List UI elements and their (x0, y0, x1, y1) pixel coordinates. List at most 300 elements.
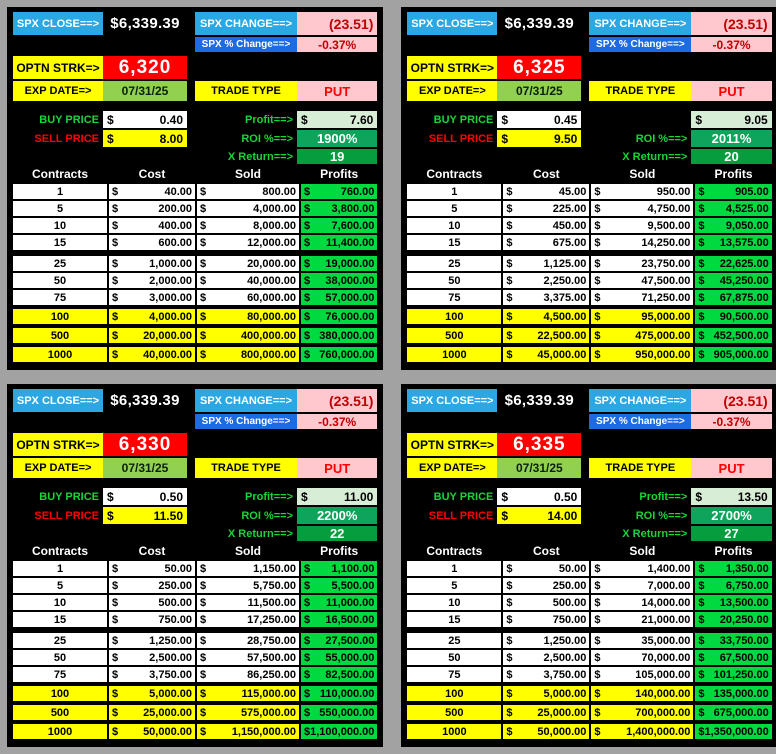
dollar-sign: $ (506, 291, 513, 304)
contracts-cell: 1000 (407, 724, 501, 739)
amount: 905,000.00 (713, 348, 769, 361)
dollar-sign: $ (304, 579, 311, 592)
sell-price-input[interactable] (103, 507, 187, 524)
amount: 25,000.00 (537, 706, 587, 719)
roi-value: 2200% (297, 507, 377, 524)
amount: 33,750.00 (719, 634, 769, 647)
spx-pct-change-value: -0.37% (691, 37, 771, 52)
cost-cell (503, 184, 589, 199)
table-row (13, 328, 377, 343)
option-strike-panel (401, 384, 776, 747)
contracts-cell: 50 (13, 650, 107, 665)
buy-price-value: 0.40 (159, 112, 183, 127)
table-row (407, 612, 771, 627)
contracts-cell: 500 (13, 705, 107, 720)
amount: 135,000.00 (713, 687, 769, 700)
optn-strk-value[interactable]: 6,330 (103, 433, 187, 456)
sold-cell (591, 724, 693, 739)
sold-cell (197, 686, 299, 701)
profit-amount: 11.00 (343, 489, 374, 504)
amount: 70,000.00 (641, 651, 691, 664)
amount: 45.00 (558, 185, 587, 198)
profits-cell (301, 650, 377, 665)
contracts-table-body (13, 561, 377, 739)
contracts-cell: 100 (13, 686, 107, 701)
amount: 760,000.00 (319, 348, 375, 361)
amount: 2,250.00 (543, 274, 587, 287)
contracts-table-body (13, 184, 377, 362)
dollar-sign: $ (698, 202, 705, 215)
contracts-cell: 1 (13, 561, 107, 576)
cost-cell (503, 578, 589, 593)
profits-cell (301, 595, 377, 610)
contracts-cell: 500 (13, 328, 107, 343)
sold-cell (197, 724, 299, 739)
profits-cell (301, 633, 377, 648)
cost-cell (503, 686, 589, 701)
cost-cell (109, 633, 195, 648)
x-return-label: X Return==> (622, 150, 688, 163)
amount: 17,250.00 (247, 613, 296, 626)
amount: 2,500.00 (543, 651, 587, 664)
cost-cell (503, 595, 589, 610)
trade-type-value[interactable]: PUT (691, 458, 771, 478)
sell-price-value: 14.00 (547, 508, 578, 523)
x-return-label: X Return==> (227, 527, 293, 540)
sold-cell (197, 184, 299, 199)
profits-cell (695, 273, 771, 288)
contracts-cell: 25 (13, 256, 107, 271)
spx-close-label: SPX CLOSE==> (13, 389, 103, 412)
spx-close-value[interactable]: $6,339.39 (504, 392, 575, 409)
dollar-sign: $ (594, 562, 601, 575)
dollar-sign: $ (594, 310, 601, 323)
amount: 950.00 (656, 185, 691, 198)
dollar-sign: $ (112, 613, 119, 626)
sold-cell (197, 705, 299, 720)
dollar-sign: $ (698, 236, 705, 249)
profits-cell (695, 724, 771, 739)
sold-cell (591, 235, 693, 250)
amount: 76,000.00 (325, 310, 375, 323)
roi-label: ROI %==> (635, 509, 688, 522)
spx-close-value[interactable]: $6,339.39 (110, 392, 180, 409)
buy-price-input[interactable] (497, 111, 581, 128)
exp-date-value[interactable]: 07/31/25 (497, 81, 581, 101)
dollar-sign: $ (304, 219, 311, 232)
table-row (13, 705, 377, 720)
amount: 400.00 (158, 219, 192, 232)
amount: 45,000.00 (537, 348, 587, 361)
dollar-sign: $ (698, 310, 705, 323)
amount: 11,400.00 (326, 236, 375, 249)
cost-cell (109, 650, 195, 665)
amount: 55,000.00 (325, 651, 375, 664)
spx-change-value: (23.51) (691, 12, 771, 35)
amount: 90,500.00 (719, 310, 769, 323)
dollar-sign: $ (112, 634, 119, 647)
sold-cell (591, 686, 693, 701)
contracts-cell: 500 (407, 705, 501, 720)
cost-cell (109, 561, 195, 576)
buy-price-input[interactable] (497, 488, 581, 505)
table-row (13, 650, 377, 665)
spx-pct-change-value: -0.37% (691, 414, 771, 429)
amount: 115,000.00 (241, 687, 296, 700)
dollar-sign: $ (304, 257, 311, 270)
cost-column-header: Cost (533, 544, 560, 558)
profits-cell (301, 235, 377, 250)
amount: 400,000.00 (240, 329, 296, 342)
spx-close-value[interactable]: $6,339.39 (504, 15, 575, 32)
amount: 14,250.00 (641, 236, 691, 249)
dollar-sign: $ (698, 613, 705, 626)
amount: 3,750.00 (543, 668, 587, 681)
amount: 760.00 (340, 185, 375, 198)
dollar-sign: $ (112, 257, 119, 270)
dollar-sign: $ (594, 329, 601, 342)
contracts-column-header: Contracts (426, 544, 483, 558)
amount: 250.00 (552, 579, 587, 592)
amount: 1,150,000.00 (231, 725, 296, 738)
spx-close-value[interactable]: $6,339.39 (110, 15, 180, 32)
dollar-sign: $ (304, 291, 311, 304)
cost-cell (503, 256, 589, 271)
dollar-sign: $ (594, 274, 601, 287)
amount: 101,250.00 (713, 668, 769, 681)
spx-change-label: SPX CHANGE==> (589, 389, 691, 412)
amount: 8,000.00 (253, 219, 296, 232)
exp-date-value[interactable]: 07/31/25 (103, 81, 187, 101)
profits-column-header: Profits (320, 544, 359, 558)
optn-strk-label: OPTN STRK=> (407, 56, 497, 79)
amount: 67,500.00 (719, 651, 769, 664)
dollar-sign: $ (200, 596, 207, 609)
contracts-cell: 50 (407, 650, 501, 665)
amount: 1,350,000.00 (704, 725, 769, 738)
table-row (13, 273, 377, 288)
amount: 3,375.00 (543, 291, 587, 304)
amount: 380,000.00 (319, 329, 375, 342)
contracts-column-header: Contracts (31, 167, 88, 181)
spx-close-label: SPX CLOSE==> (407, 12, 497, 35)
contracts-cell: 15 (407, 235, 501, 250)
cost-cell (109, 578, 195, 593)
cost-column-header: Cost (533, 167, 560, 181)
dollar-sign: $ (304, 202, 311, 215)
table-row (407, 328, 771, 343)
dollar-sign: $ (506, 562, 513, 575)
dollar-sign: $ (698, 596, 705, 609)
table-row (13, 290, 377, 305)
contracts-cell: 50 (13, 273, 107, 288)
amount: 7,600.00 (331, 219, 375, 232)
x-return-value: 22 (297, 526, 377, 541)
amount: 1,100.00 (331, 562, 375, 575)
spx-pct-change-label: SPX % Change==> (195, 414, 297, 429)
cost-cell (503, 667, 589, 682)
cost-cell (109, 273, 195, 288)
dollar-sign: $ (304, 348, 311, 361)
dollar-sign: $ (112, 596, 119, 609)
dollar-sign: $ (112, 291, 119, 304)
dollar-sign: $ (304, 634, 311, 647)
amount: 7,000.00 (647, 579, 691, 592)
spx-pct-change-value: -0.37% (297, 414, 377, 429)
amount: 800.00 (262, 185, 296, 198)
spx-change-value: (23.51) (297, 12, 377, 35)
dollar-sign: $ (594, 257, 601, 270)
amount: 750.00 (552, 613, 587, 626)
dollar-sign: $ (594, 613, 601, 626)
dollar-sign: $ (200, 257, 207, 270)
dollar-sign: $ (304, 310, 311, 323)
buy-price-label: BUY PRICE (39, 490, 99, 503)
contracts-cell: 25 (407, 633, 501, 648)
buy-price-input[interactable] (103, 111, 187, 128)
dollar-sign: $ (594, 579, 601, 592)
profit-label (589, 111, 691, 128)
dollar-sign: $ (594, 651, 601, 664)
dollar-sign: $ (200, 274, 207, 287)
profits-column-header: Profits (714, 167, 753, 181)
roi-value: 2700% (691, 507, 771, 524)
dollar-sign: $ (200, 634, 207, 647)
cost-cell (109, 256, 195, 271)
contracts-table-header (407, 543, 771, 559)
dollar-sign: $ (594, 185, 601, 198)
dollar-sign: $ (112, 725, 119, 738)
option-strike-panel (7, 7, 383, 370)
dollar-sign: $ (594, 687, 601, 700)
dollar-sign: $ (506, 348, 513, 361)
optn-strk-value[interactable]: 6,325 (497, 56, 581, 79)
amount: 140,000.00 (635, 687, 691, 700)
amount: 675,000.00 (713, 706, 769, 719)
cost-cell (109, 612, 195, 627)
optn-strk-value[interactable]: 6,320 (103, 56, 187, 79)
amount: 450.00 (552, 219, 587, 232)
buy-price-label: BUY PRICE (433, 113, 494, 126)
table-row (407, 650, 771, 665)
amount: 11,500.00 (247, 596, 296, 609)
dollar-sign: $ (200, 706, 207, 719)
amount: 57,000.00 (325, 291, 375, 304)
sell-price-label: SELL PRICE (34, 509, 99, 522)
profits-cell (301, 290, 377, 305)
sold-cell (591, 705, 693, 720)
profits-cell (301, 218, 377, 233)
dollar-sign: $ (200, 613, 207, 626)
dollar-sign: $ (501, 112, 509, 127)
dollar-sign: $ (594, 219, 601, 232)
amount: 60,000.00 (247, 291, 296, 304)
optn-strk-label: OPTN STRK=> (407, 433, 497, 456)
spx-pct-change-label: SPX % Change==> (195, 37, 297, 52)
profits-column-header: Profits (320, 167, 359, 181)
sold-cell (591, 184, 693, 199)
amount: 3,800.00 (331, 202, 375, 215)
amount: 105,000.00 (635, 668, 691, 681)
dollar-sign: $ (200, 687, 207, 700)
sold-cell (197, 595, 299, 610)
table-row (407, 201, 771, 216)
sold-cell (591, 650, 693, 665)
profits-cell (695, 256, 771, 271)
profits-cell (695, 309, 771, 324)
exp-date-label: EXP DATE=> (407, 458, 497, 478)
cost-cell (109, 309, 195, 324)
contracts-cell: 1 (13, 184, 107, 199)
dollar-sign: $ (501, 508, 509, 523)
dollar-sign: $ (112, 687, 119, 700)
dollar-sign: $ (506, 310, 513, 323)
cost-cell (109, 328, 195, 343)
table-row (407, 578, 771, 593)
profits-cell (301, 667, 377, 682)
buy-price-label: BUY PRICE (433, 490, 494, 503)
dollar-sign: $ (112, 329, 119, 342)
cost-cell (109, 667, 195, 682)
roi-label: ROI %==> (241, 132, 293, 145)
amount: 57,500.00 (247, 651, 296, 664)
exp-date-label: EXP DATE=> (13, 458, 103, 478)
cost-cell (503, 273, 589, 288)
trade-type-label: TRADE TYPE (195, 458, 297, 478)
profits-cell (695, 595, 771, 610)
buy-price-input[interactable] (103, 488, 187, 505)
dollar-sign: $ (200, 562, 207, 575)
amount: 675.00 (552, 236, 587, 249)
dollar-sign: $ (112, 274, 119, 287)
dollar-sign: $ (594, 202, 601, 215)
cost-cell (503, 650, 589, 665)
amount: 950,000.00 (635, 348, 691, 361)
sold-cell (591, 290, 693, 305)
contracts-cell: 10 (407, 595, 501, 610)
exp-date-value[interactable]: 07/31/25 (497, 458, 581, 478)
amount: 452,500.00 (713, 329, 769, 342)
sold-cell (591, 273, 693, 288)
sold-cell (591, 309, 693, 324)
dollar-sign: $ (301, 112, 308, 127)
profit-value (691, 488, 771, 505)
profits-cell (695, 705, 771, 720)
amount: 19,000.00 (325, 257, 375, 270)
contracts-cell: 10 (407, 218, 501, 233)
profits-cell (301, 578, 377, 593)
trade-type-value[interactable]: PUT (297, 458, 377, 478)
dollar-sign: $ (698, 562, 705, 575)
sell-price-value: 8.00 (159, 131, 183, 146)
trade-type-value[interactable]: PUT (297, 81, 377, 101)
dollar-sign: $ (304, 613, 311, 626)
profits-cell (695, 633, 771, 648)
x-return-value: 20 (691, 149, 771, 164)
sell-price-input[interactable] (497, 130, 581, 147)
roi-label: ROI %==> (241, 509, 293, 522)
dollar-sign: $ (594, 706, 601, 719)
profits-cell (695, 201, 771, 216)
exp-date-value[interactable]: 07/31/25 (103, 458, 187, 478)
amount: 5,000.00 (543, 687, 587, 700)
x-return-label: X Return==> (622, 527, 688, 540)
sold-cell (591, 612, 693, 627)
dollar-sign: $ (112, 219, 119, 232)
amount: 86,250.00 (247, 668, 296, 681)
trade-type-value[interactable]: PUT (691, 81, 771, 101)
contracts-cell: 5 (13, 201, 107, 216)
dollar-sign: $ (112, 185, 119, 198)
amount: 50,000.00 (143, 725, 192, 738)
sell-price-input[interactable] (103, 130, 187, 147)
table-row (407, 184, 771, 199)
dollar-sign: $ (112, 706, 119, 719)
amount: 28,750.00 (247, 634, 296, 647)
amount: 1,125.00 (543, 257, 587, 270)
amount: 3,750.00 (149, 668, 192, 681)
profits-cell (695, 561, 771, 576)
profits-cell (301, 705, 377, 720)
amount: 550,000.00 (319, 706, 375, 719)
amount: 11,000.00 (326, 596, 375, 609)
profit-amount: 13.50 (737, 489, 768, 504)
amount: 4,500.00 (543, 310, 587, 323)
contracts-cell: 75 (13, 667, 107, 682)
dollar-sign: $ (695, 112, 703, 127)
dollar-sign: $ (698, 348, 705, 361)
amount: 6,750.00 (725, 579, 769, 592)
amount: 1,350.00 (725, 562, 769, 575)
sold-cell (591, 347, 693, 362)
amount: 1,400.00 (647, 562, 691, 575)
table-row (13, 218, 377, 233)
profits-cell (301, 309, 377, 324)
dollar-sign: $ (698, 706, 705, 719)
cost-cell (503, 347, 589, 362)
dollar-sign: $ (698, 257, 705, 270)
dollar-sign: $ (695, 489, 703, 504)
optn-strk-value[interactable]: 6,335 (497, 433, 581, 456)
dollar-sign: $ (304, 725, 311, 738)
contracts-cell: 25 (13, 633, 107, 648)
dollar-sign: $ (112, 310, 119, 323)
dollar-sign: $ (698, 687, 705, 700)
sold-cell (197, 347, 299, 362)
amount: 50.00 (558, 562, 587, 575)
exp-date-label: EXP DATE=> (407, 81, 497, 101)
contracts-cell: 1000 (13, 724, 107, 739)
option-strike-panel (401, 7, 776, 370)
table-row (13, 578, 377, 593)
cost-column-header: Cost (138, 167, 166, 181)
spx-pct-change-label: SPX % Change==> (589, 414, 691, 429)
spx-close-label: SPX CLOSE==> (407, 389, 497, 412)
cost-cell (503, 705, 589, 720)
dollar-sign: $ (506, 687, 513, 700)
sell-price-input[interactable] (497, 507, 581, 524)
dollar-sign: $ (506, 706, 513, 719)
sell-price-label: SELL PRICE (34, 132, 99, 145)
amount: 35,000.00 (641, 634, 691, 647)
dollar-sign: $ (698, 725, 705, 738)
profits-cell (301, 328, 377, 343)
dollar-sign: $ (200, 219, 207, 232)
table-row (13, 309, 377, 324)
dollar-sign: $ (594, 668, 601, 681)
table-row (13, 667, 377, 682)
dollar-sign: $ (200, 236, 207, 249)
